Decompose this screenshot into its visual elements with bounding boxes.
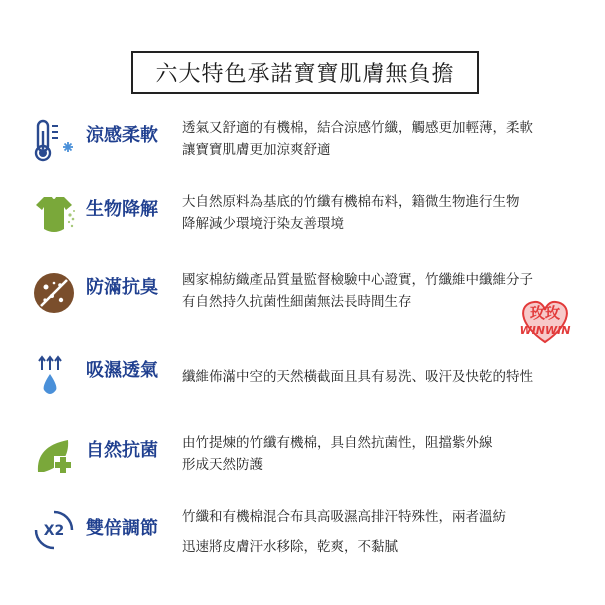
feature-row-cooling: [0, 117, 605, 177]
antibacterial-icon: [30, 269, 78, 317]
feature-description: 透氣又舒適的有機棉，結合涼感竹纖，觸感更加輕薄，柔軟 讓寶寶肌膚更加涼爽舒適: [182, 120, 533, 158]
feature-description: 竹纖和有機棉混合布具高吸濕高排汗特殊性，兩者溫紡 迅速將皮膚汗水移除，乾爽，不黏膩: [182, 509, 506, 555]
feature-label: 吸濕透氣: [86, 360, 158, 381]
watermark-text-1: 玫玫: [529, 304, 560, 322]
watermark-text-2: WINWIN: [519, 324, 571, 337]
feature-row-breathable: [0, 352, 605, 412]
winwin-watermark-logo: [510, 292, 580, 348]
feature-label: 雙倍調節: [86, 518, 158, 539]
leaf-plus-icon: [30, 432, 78, 480]
baby-onesie-icon: [30, 191, 78, 239]
feature-description: 大自然原料為基底的竹纖有機棉布料，籍微生物進行生物 降解減少環境汙染友善環境: [182, 194, 520, 232]
double-x2-icon: [30, 506, 78, 554]
thermometer-icon: [30, 117, 78, 165]
feature-description: 纖維佈滿中空的天然橫截面且具有易洗、吸汗及快乾的特性: [182, 369, 533, 385]
feature-label: 生物降解: [86, 199, 158, 220]
feature-label: 涼感柔軟: [86, 125, 158, 146]
feature-description: 國家棉紡織產品質量監督檢驗中心證實，竹纖維中纖維分子 有自然持久抗菌性細菌無法長時間生存: [182, 272, 533, 310]
page-title: 六大特色承諾寶寶肌膚無負擔: [131, 51, 479, 94]
moisture-drop-icon: [30, 352, 78, 400]
feature-label: 防滿抗臭: [86, 277, 158, 298]
feature-row-biodegradable: [0, 191, 605, 251]
feature-row-antibacterial: [0, 432, 605, 492]
svg-text:X2: X2: [43, 523, 65, 539]
feature-description: 由竹提煉的竹纖有機棉，具自然抗菌性，阻擋紫外線 形成天然防護: [182, 435, 493, 473]
feature-label: 自然抗菌: [86, 440, 158, 461]
feature-row-regulation: [0, 506, 605, 566]
